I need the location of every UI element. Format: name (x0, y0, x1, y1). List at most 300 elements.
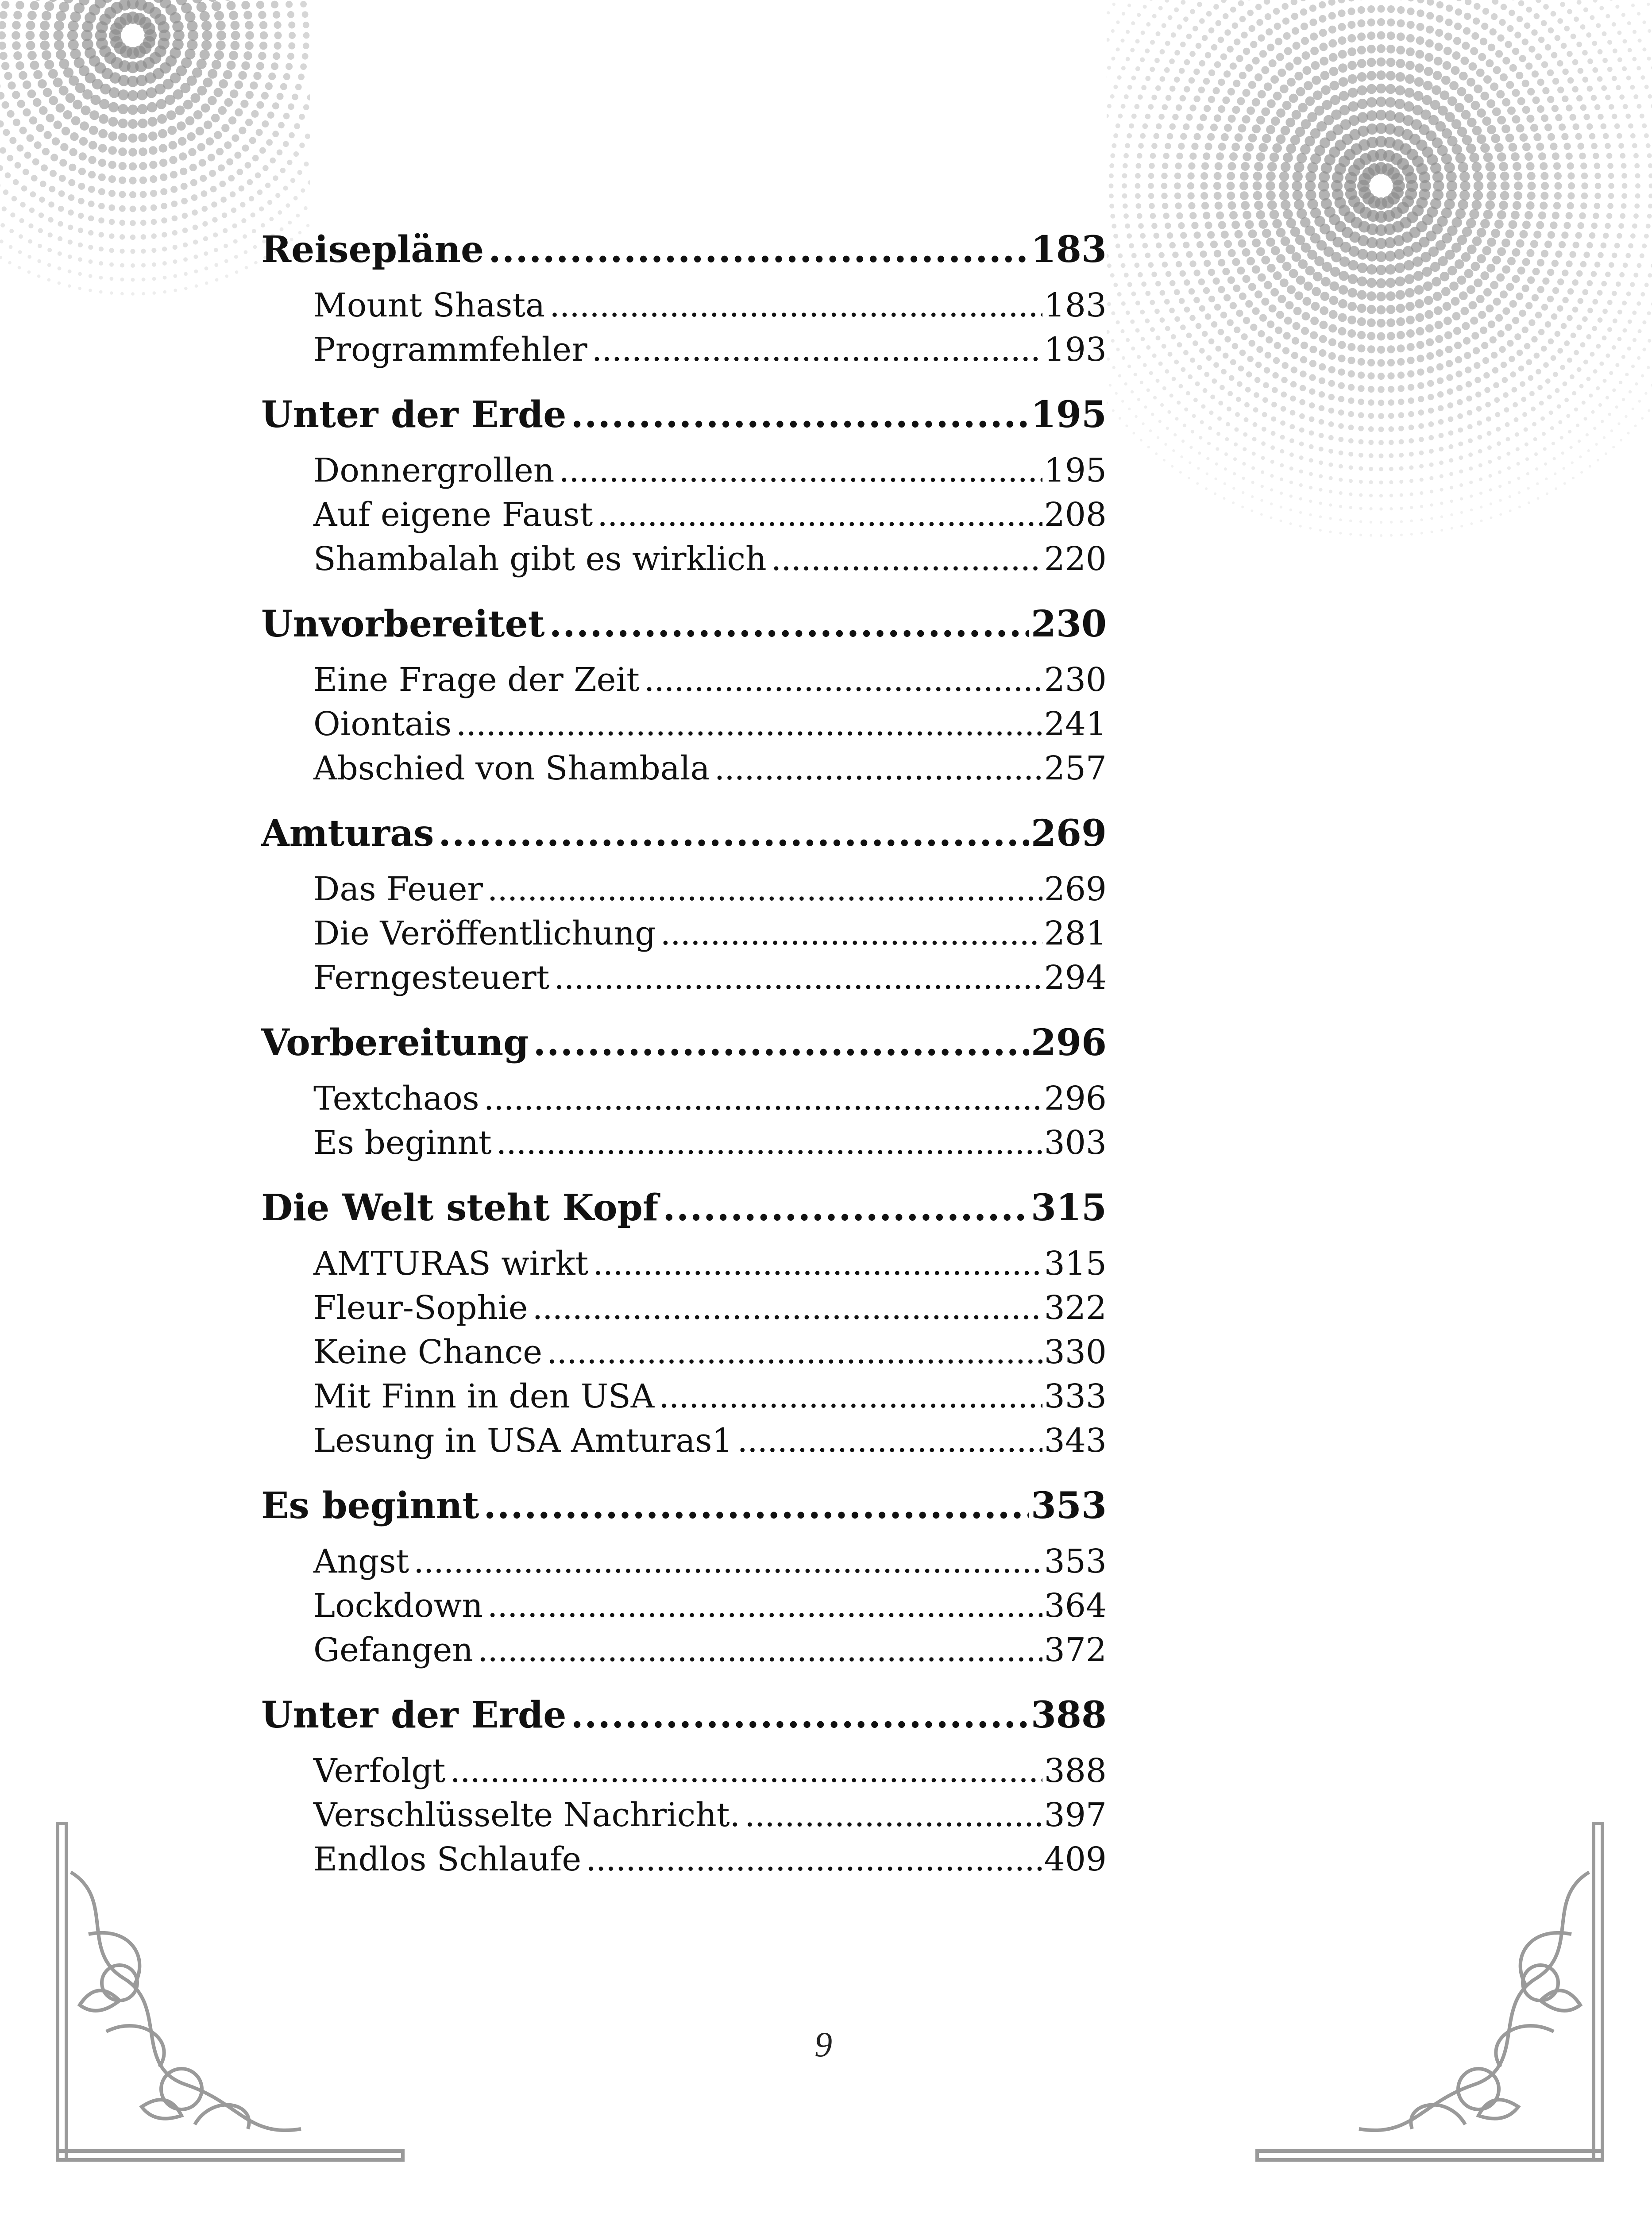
mandala-dot (1415, 299, 1424, 308)
toc-entry[interactable] (261, 956, 1107, 1000)
mandala-dot (1572, 477, 1575, 479)
toc-entry[interactable] (261, 448, 1107, 493)
mandala-dot (1236, 397, 1241, 402)
mandala-dot (1254, 377, 1261, 383)
mandala-dot (1396, 59, 1405, 68)
mandala-dot (1640, 253, 1644, 258)
mandala-dot (1279, 171, 1289, 181)
mandala-dot (1621, 203, 1627, 209)
mandala-dot (1199, 60, 1206, 67)
mandala-dot (99, 290, 103, 294)
mandala-dot (1174, 182, 1181, 189)
toc-entry[interactable] (261, 702, 1107, 746)
mandala-dot (1648, 173, 1652, 178)
mandala-dot (1589, 393, 1593, 397)
mandala-dot (1351, 143, 1362, 155)
mandala-dot (1280, 505, 1282, 508)
mandala-dot (1593, 369, 1598, 374)
mandala-dot (1563, 222, 1571, 229)
chapter-heading[interactable] (261, 600, 1107, 648)
mandala-dot (1609, 262, 1614, 268)
mandala-dot (1397, 158, 1409, 170)
mandala-dot (1122, 183, 1127, 189)
mandala-dot (1449, 281, 1459, 291)
mandala-dot (1137, 13, 1141, 17)
mandala-dot (1419, 237, 1429, 247)
chapter-heading[interactable] (261, 1019, 1107, 1067)
chapter-heading[interactable] (261, 810, 1107, 857)
toc-chapter (261, 1019, 1107, 1165)
mandala-dot (245, 21, 254, 30)
mandala-dot (1231, 220, 1240, 229)
mandala-dot (1593, 427, 1596, 430)
mandala-dot (1602, 379, 1606, 383)
mandala-dot (1347, 34, 1356, 42)
mandala-dot (1427, 154, 1438, 165)
mandala-dot (1302, 297, 1311, 306)
mandala-dot (1513, 172, 1522, 181)
mandala-dot (1270, 474, 1274, 478)
chapter-heading[interactable] (261, 1482, 1107, 1530)
mandala-dot (1532, 268, 1540, 275)
mandala-dot (82, 89, 93, 100)
mandala-dot (56, 104, 65, 113)
mandala-dot (1420, 505, 1423, 508)
mandala-dot (1286, 218, 1296, 228)
mandala-dot (1537, 286, 1544, 293)
mandala-dot (20, 202, 25, 207)
toc-entry[interactable] (261, 328, 1107, 372)
mandala-dot (1218, 221, 1226, 229)
mandala-dot (1530, 124, 1538, 132)
mandala-dot (1158, 6, 1163, 10)
mandala-dot (1156, 123, 1162, 130)
mandala-dot (1194, 231, 1201, 239)
mandala-dot (1400, 534, 1403, 536)
mandala-dot (1234, 327, 1240, 333)
mandala-dot (1359, 534, 1362, 536)
mandala-dot (68, 239, 73, 244)
toc-entry[interactable] (261, 1241, 1107, 1286)
mandala-dot (1554, 192, 1562, 200)
dot-leader (737, 1419, 1042, 1463)
mandala-dot (1339, 105, 1350, 116)
mandala-dot (1586, 334, 1591, 339)
mandala-dot (1386, 45, 1395, 54)
mandala-dot (1216, 447, 1219, 451)
mandala-dot (1404, 101, 1414, 112)
mandala-dot (1446, 360, 1453, 367)
mandala-dot (1173, 433, 1177, 436)
toc-entry[interactable] (261, 1330, 1107, 1374)
toc-chapter (261, 810, 1107, 1000)
mandala-dot (1410, 506, 1413, 509)
mandala-dot (1348, 195, 1360, 207)
mandala-dot (1208, 27, 1215, 34)
toc-entry[interactable] (261, 493, 1107, 537)
mandala-dot (1359, 153, 1371, 165)
mandala-dot (1307, 250, 1317, 260)
mandala-dot (1534, 353, 1540, 359)
mandala-dot (1227, 201, 1236, 210)
mandala-dot (1359, 480, 1363, 484)
mandala-dot (1508, 143, 1517, 152)
mandala-dot (1188, 477, 1190, 479)
toc-entry[interactable] (261, 1374, 1107, 1419)
mandala-dot (1471, 200, 1482, 210)
mandala-dot (1322, 100, 1332, 110)
mandala-dot (1129, 243, 1134, 248)
mandala-dot (1167, 232, 1173, 239)
chapter-heading[interactable] (261, 391, 1107, 439)
mandala-dot (1547, 96, 1554, 103)
mandala-dot (1407, 212, 1418, 223)
dot-leader (549, 600, 1029, 648)
mandala-dot (78, 198, 85, 204)
mandala-dot (1224, 336, 1231, 343)
mandala-dot (1448, 416, 1454, 422)
mandala-dot (1541, 114, 1548, 122)
toc-entry[interactable] (261, 1793, 1107, 1837)
mandala-dot (1148, 173, 1154, 179)
mandala-dot (1390, 534, 1393, 537)
mandala-dot (1258, 330, 1265, 337)
mandala-dot (1201, 162, 1209, 170)
mandala-dot (1444, 47, 1452, 55)
mandala-dot (10, 212, 15, 217)
mandala-dot (1248, 283, 1256, 291)
mandala-dot (1537, 259, 1544, 266)
mandala-dot (1130, 48, 1135, 52)
mandala-dot (1116, 47, 1120, 51)
mandala-dot (1376, 96, 1386, 107)
mandala-dot (1562, 96, 1568, 102)
chapter-heading[interactable] (261, 1691, 1107, 1739)
mandala-dot (1612, 114, 1617, 120)
toc-entry[interactable] (261, 537, 1107, 581)
toc-entry[interactable] (261, 911, 1107, 956)
mandala-dot (1407, 357, 1414, 364)
mandala-dot (1348, 0, 1355, 1)
mandala-dot (1216, 20, 1222, 27)
mandala-dot (85, 12, 96, 23)
mandala-dot (1616, 281, 1621, 287)
chapter-heading[interactable] (261, 1184, 1107, 1232)
mandala-dot (1145, 291, 1150, 296)
mandala-dot (1493, 66, 1501, 74)
mandala-dot (288, 42, 295, 50)
mandala-dot (1193, 297, 1200, 304)
mandala-dot (1499, 162, 1508, 171)
mandala-dot (1531, 29, 1538, 36)
mandala-dot (1131, 390, 1134, 393)
mandala-dot (42, 50, 51, 60)
mandala-dot (1432, 137, 1443, 148)
mandala-dot (1495, 50, 1503, 58)
mandala-dot (1465, 366, 1471, 373)
mandala-dot (1609, 104, 1614, 110)
mandala-dot (1449, 458, 1453, 463)
mandala-dot (27, 270, 31, 274)
mandala-dot (1477, 435, 1482, 440)
mandala-dot (1632, 143, 1637, 148)
mandala-dot (1, 1, 9, 9)
mandala-dot (1459, 190, 1470, 201)
toc-entry[interactable] (261, 1286, 1107, 1330)
toc-entry[interactable] (261, 1584, 1107, 1628)
mandala-dot (1137, 213, 1143, 219)
mandala-dot (214, 11, 224, 20)
mandala-dot (1559, 241, 1566, 248)
mandala-dot (1109, 193, 1114, 198)
mandala-dot (1280, 420, 1285, 426)
mandala-dot (1138, 272, 1143, 278)
mandala-dot (1453, 37, 1461, 45)
mandala-dot (1368, 196, 1381, 208)
mandala-dot (1396, 317, 1405, 326)
mandala-dot (1366, 278, 1377, 288)
mandala-dot (1399, 439, 1404, 444)
mandala-dot (1146, 345, 1150, 350)
toc-entry[interactable] (261, 867, 1107, 911)
mandala-dot (1230, 302, 1237, 309)
mandala-dot (193, 110, 203, 120)
mandala-dot (114, 17, 127, 29)
mandala-dot (1417, 0, 1424, 4)
mandala-dot (1578, 298, 1584, 304)
mandala-dot (1235, 133, 1243, 142)
mandala-dot (1520, 381, 1525, 387)
mandala-dot (1111, 29, 1115, 33)
mandala-dot (59, 86, 69, 96)
toc-entry[interactable] (261, 1419, 1107, 1463)
mandala-dot (1544, 123, 1552, 131)
mandala-dot (1253, 172, 1262, 181)
mandala-dot (1530, 240, 1538, 248)
mandala-dot (190, 93, 200, 103)
toc-entry[interactable] (261, 1837, 1107, 1881)
mandala-dot (1505, 134, 1514, 143)
toc-entry[interactable] (261, 746, 1107, 790)
mandala-dot (19, 127, 27, 134)
mandala-dot (1111, 57, 1115, 61)
mandala-dot (1460, 181, 1471, 191)
toc-entry[interactable] (261, 1076, 1107, 1121)
mandala-dot (1253, 422, 1258, 427)
mandala-dot (1335, 163, 1346, 175)
mandala-dot (283, 185, 288, 190)
mandala-dot (187, 132, 196, 141)
mandala-dot (1109, 384, 1112, 386)
mandala-dot (220, 197, 227, 203)
mandala-dot (1160, 76, 1166, 82)
entry-page-number: 409 (1044, 1840, 1107, 1878)
mandala-dot (1409, 452, 1414, 457)
toc-entry[interactable] (261, 1628, 1107, 1672)
mandala-dot (1419, 189, 1430, 200)
mandala-dot (1198, 86, 1205, 93)
mandala-dot (269, 217, 274, 221)
entry-title: Endlos Schlaufe (313, 1840, 582, 1878)
mandala-dot (1282, 262, 1292, 271)
mandala-dot (254, 261, 258, 265)
mandala-dot (1518, 366, 1525, 372)
toc-entry[interactable] (261, 658, 1107, 702)
mandala-dot (1216, 346, 1222, 352)
mandala-dot (1262, 229, 1271, 238)
mandala-dot (1118, 114, 1123, 119)
mandala-dot (200, 50, 210, 60)
mandala-dot (1397, 6, 1405, 14)
entry-title: Verschlüsselte Nachricht. (313, 1796, 741, 1834)
mandala-dot (1518, 0, 1525, 7)
mandala-dot (1255, 4, 1262, 11)
mandala-dot (1571, 332, 1576, 338)
mandala-dot (1267, 99, 1276, 108)
mandala-dot (1497, 247, 1506, 256)
mandala-dot (292, 94, 298, 100)
mandala-dot (1110, 214, 1115, 219)
mandala-dot (1397, 32, 1405, 41)
mandala-dot (241, 1, 250, 10)
mandala-dot (1109, 204, 1114, 208)
mandala-dot (1256, 346, 1263, 353)
mandala-dot (1607, 300, 1613, 305)
mandala-dot (1375, 136, 1387, 147)
mandala-dot (197, 86, 207, 96)
mandala-dot (1464, 352, 1471, 359)
mandala-dot (1505, 41, 1512, 48)
mandala-dot (1272, 143, 1282, 153)
mandala-dot (1480, 219, 1490, 229)
mandala-dot (1439, 447, 1444, 451)
mandala-dot (99, 276, 103, 280)
mandala-dot (1395, 276, 1405, 286)
mandala-dot (1299, 525, 1302, 528)
mandala-dot (1567, 202, 1574, 209)
mandala-dot (1242, 89, 1250, 97)
mandala-dot (1271, 416, 1276, 422)
mandala-dot (109, 233, 114, 239)
mandala-dot (1349, 520, 1352, 522)
dot-leader (438, 810, 1029, 857)
mandala-dot (1227, 192, 1235, 200)
mandala-dot (1627, 432, 1630, 435)
entry-page-number: 333 (1044, 1377, 1107, 1415)
chapter-heading[interactable] (261, 226, 1107, 274)
mandala-dot (1307, 112, 1317, 122)
mandala-dot (1377, 58, 1386, 67)
mandala-dot (1459, 470, 1463, 474)
mandala-dot (1261, 66, 1269, 74)
mandala-dot (108, 204, 115, 211)
mandala-dot (1148, 104, 1154, 110)
mandala-dot (1193, 340, 1198, 346)
mandala-dot (1309, 472, 1313, 476)
mandala-dot (1385, 251, 1396, 261)
mandala-dot (120, 13, 132, 25)
mandala-dot (1269, 59, 1277, 67)
mandala-dot (266, 139, 273, 146)
toc-entry[interactable] (261, 283, 1107, 328)
mandala-dot (1552, 442, 1555, 445)
mandala-dot (1416, 139, 1427, 150)
toc-entry[interactable] (261, 1749, 1107, 1793)
mandala-dot (1635, 173, 1640, 178)
mandala-dot (1420, 109, 1431, 120)
mandala-dot (98, 173, 106, 181)
mandala-dot (1632, 224, 1637, 229)
mandala-dot (1492, 367, 1499, 374)
mandala-dot (158, 21, 170, 33)
mandala-dot (1370, 534, 1372, 537)
mandala-dot (296, 214, 300, 218)
mandala-dot (1535, 53, 1542, 60)
mandala-dot (1339, 518, 1342, 521)
mandala-dot (1358, 358, 1365, 366)
mandala-dot (1107, 263, 1112, 268)
toc-entry[interactable] (261, 1121, 1107, 1165)
mandala-dot (278, 122, 285, 128)
mandala-dot (119, 60, 131, 72)
mandala-dot (1495, 314, 1503, 322)
toc-entry[interactable] (261, 1539, 1107, 1584)
mandala-dot (1633, 338, 1637, 342)
mandala-dot (1534, 13, 1540, 19)
dot-leader (663, 1184, 1029, 1232)
mandala-dot (50, 170, 57, 177)
mandala-dot (1619, 272, 1625, 278)
mandala-dot (1620, 439, 1622, 442)
mandala-dot (1519, 310, 1526, 317)
mandala-dot (1310, 154, 1321, 164)
mandala-dot (98, 144, 107, 153)
mandala-dot (224, 141, 232, 149)
mandala-dot (288, 21, 295, 28)
mandala-dot (1411, 119, 1422, 130)
mandala-dot (88, 171, 96, 178)
chapter-title: Es beginnt (261, 1484, 479, 1527)
mandala-dot (1580, 24, 1586, 30)
mandala-dot (52, 137, 60, 145)
mandala-dot (1407, 0, 1414, 1)
mandala-dot (1234, 427, 1239, 432)
mandala-dot (1259, 314, 1267, 322)
mandala-dot (26, 21, 35, 30)
mandala-dot (1561, 133, 1568, 140)
mandala-dot (1271, 431, 1276, 436)
mandala-dot (1485, 402, 1491, 408)
mandala-dot (1243, 211, 1251, 220)
mandala-dot (1181, 440, 1185, 443)
mandala-dot (1366, 137, 1378, 148)
mandala-dot (21, 185, 27, 192)
mandala-dot (1189, 446, 1193, 449)
mandala-dot (1591, 95, 1597, 101)
mandala-dot (99, 247, 104, 251)
mandala-dot (1572, 279, 1579, 286)
mandala-dot (1267, 200, 1277, 210)
mandala-dot (1241, 31, 1247, 38)
mandala-dot (1214, 478, 1217, 480)
mandala-dot (0, 31, 6, 39)
mandala-dot (1359, 493, 1363, 497)
mandala-dot (1179, 298, 1185, 304)
mandala-dot (1440, 90, 1450, 100)
mandala-dot (1474, 377, 1481, 383)
mandala-dot (150, 52, 162, 64)
mandala-dot (1613, 49, 1617, 54)
